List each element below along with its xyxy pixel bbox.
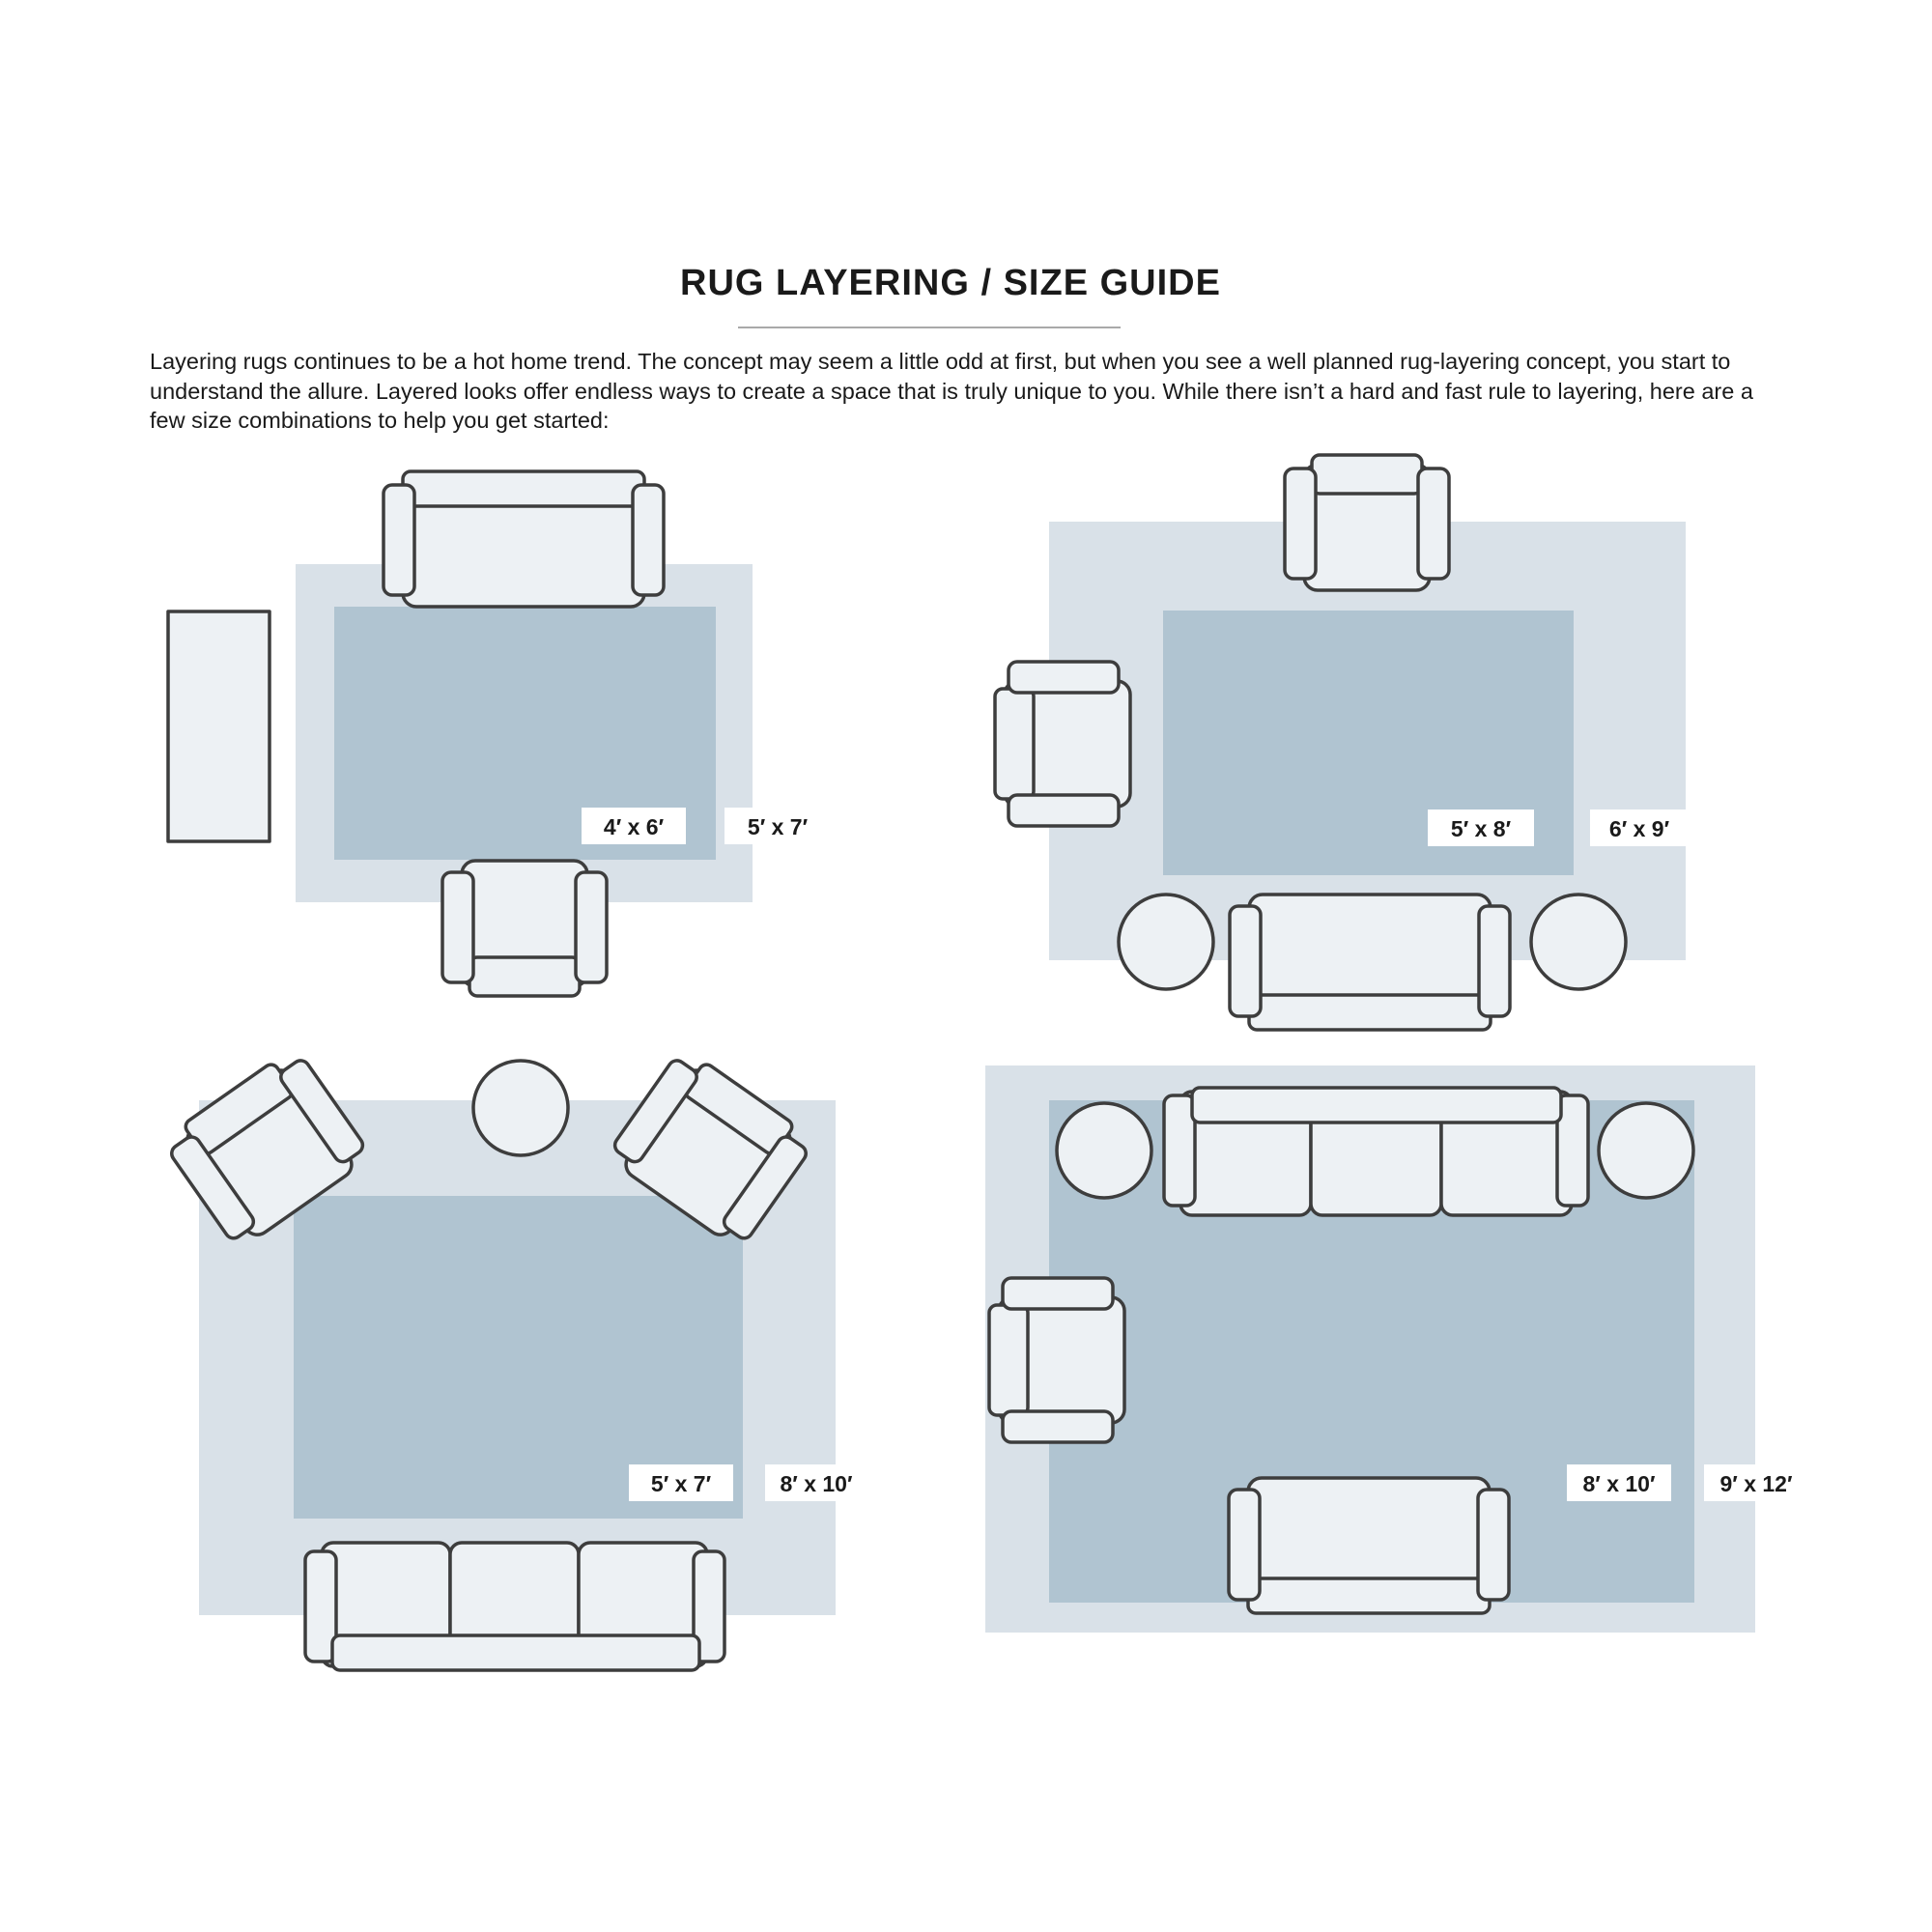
side-table xyxy=(1599,1103,1693,1198)
armchair xyxy=(995,662,1130,826)
side-table xyxy=(1057,1103,1151,1198)
inner-size-label: 4′ x 6′ xyxy=(603,814,665,839)
page-title: RUG LAYERING / SIZE GUIDE xyxy=(680,263,1221,303)
side-table xyxy=(1119,895,1213,989)
outer-size-label: 5′ x 7′ xyxy=(747,814,809,839)
sofa-3-seat xyxy=(305,1543,724,1670)
outer-size-label: 8′ x 10′ xyxy=(780,1471,853,1496)
layout-3 xyxy=(160,1046,867,1670)
layout-2 xyxy=(995,455,1689,1030)
armchair xyxy=(442,861,607,996)
side-table xyxy=(473,1061,568,1155)
outer-size-label: 9′ x 12′ xyxy=(1719,1471,1793,1496)
loveseat xyxy=(384,471,664,607)
inner-size-label: 8′ x 10′ xyxy=(1582,1471,1656,1496)
inner-size-label: 5′ x 7′ xyxy=(650,1471,712,1496)
loveseat xyxy=(1229,1478,1509,1613)
loveseat xyxy=(1230,895,1510,1030)
layout-1 xyxy=(168,471,831,996)
armchair xyxy=(989,1278,1124,1442)
sofa-3-seat xyxy=(1164,1088,1588,1215)
console-table xyxy=(168,611,270,841)
side-table xyxy=(1531,895,1626,989)
armchair xyxy=(1285,455,1449,590)
intro-paragraph: Layering rugs continues to be a hot home trend. The concept may seem a little odd at first, but when you see a well planned rug-layering concept, you start to understand the allure. Layered looks offer endless ways to create a space that is truly unique to you. While there isn’t a hard and fast rule to layering, here are a few size combinations to help you get started: xyxy=(150,349,1753,433)
outer-size-label: 6′ x 9′ xyxy=(1608,816,1670,841)
layout-4 xyxy=(985,1065,1808,1633)
inner-size-label: 5′ x 8′ xyxy=(1450,816,1512,841)
